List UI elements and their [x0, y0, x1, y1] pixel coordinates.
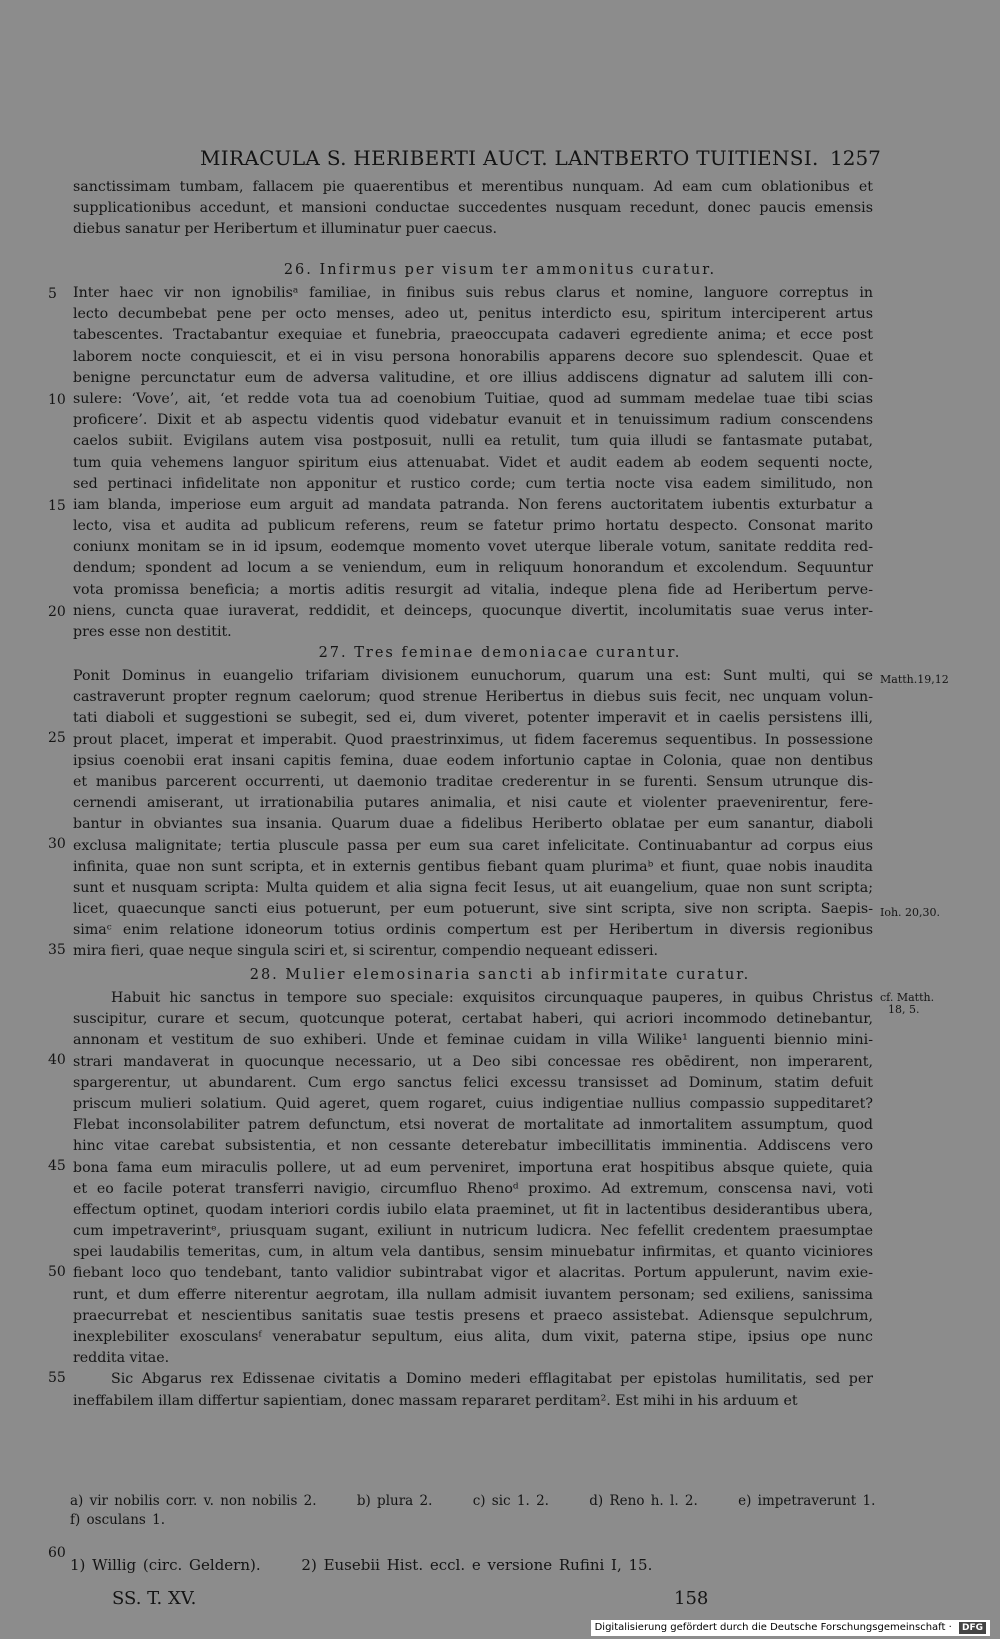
text-line: bona fama eum miraculis pollere, ut ad eum perveniret, importuna erat hospitibus absque quiete, quia [73, 1159, 873, 1176]
text-line: Ponit Dominus in euangelio trifariam divisionem eunuchorum, quarum una est: Sunt multi, qui se [73, 668, 873, 684]
text-line: diebus sanatur per Heribertum et illuminatur puer caecus. [73, 221, 498, 238]
text-line: niens, cuncta quae iuraverat, reddidit, et deinceps, quocunque divertit, incolumitatis suae verus inter- [73, 602, 873, 619]
footnote-c: c) sic 1. 2. [472, 1493, 549, 1509]
text-line: praecurrebat et nescientibus sanitatis suae testis presens et praeco assistebat. Adiensque sepulchrum, [73, 1307, 873, 1324]
running-title: MIRACULA S. HERIBERTI AUCT. LANTBERTO TUITIENSI. [200, 146, 819, 170]
page-number: 1257 [830, 146, 881, 170]
text-line: lecto decumbebat pene per octo menses, adeo ut, penitus interdicto esu, spiritum interciperent artus [73, 306, 873, 323]
margin-note: Ioh. 20,30. [880, 906, 941, 919]
text-line: supplicationibus accedunt, et mansioni conductae succedentes nusquam recedunt, donec paucis emensis [73, 200, 873, 217]
text-line: ineffabilem illam differtur sapientiam, donec massam repararet perditam². Est mihi in his arduum et [73, 1392, 798, 1409]
text-line: exclusa malignitate; tertia pluscule passa per eum sua caret infelicitate. Continuabantur ad corpus eius [73, 837, 873, 854]
line-number: 15 [48, 498, 66, 514]
line-number: 5 [48, 286, 57, 302]
text-line: lecto, visa et audita ad publicum referens, reum se fatetur primo hortatu despecto. Consonat marito [73, 518, 873, 535]
text-line: inexplebiliter exosculansᶠ venerabatur sepultum, eius alita, dum vixit, paterna stipe, ipsius ope nunc [73, 1329, 873, 1345]
text-line: sulere: ‘Vove’, ait, ‘et redde vota tua ad coenobium Tuitiae, quod ad summam medelae tuae tibi scias [73, 390, 873, 407]
funding-banner [591, 1620, 990, 1636]
footnotes-row-numeric [70, 1556, 686, 1574]
dfg-logo: DFG [959, 1622, 986, 1634]
text-line: vota promissa beneficia; a mortis aditis resurgit ad vitalia, indeque plena fide ad Heribertum perve- [73, 581, 873, 598]
line-number: 45 [48, 1158, 66, 1174]
line-number: 10 [48, 392, 66, 408]
footnote-f: f) osculans 1. [70, 1512, 166, 1528]
text-line: fiebant loco quo tendebant, tanto validior subintrabat vigor et alacritas. Portum appulerunt, navim exie- [73, 1265, 873, 1282]
text-line: et manibus parcerent occurrenti, ut daemonio traditae crederentur in se furenti. Sensum utrunque dis- [73, 773, 873, 790]
text-line: Inter haec vir non ignobilisᵃ familiae, in finibus suis rebus clarus et nomine, languore correptus in [73, 285, 873, 301]
line-number: 55 [48, 1370, 66, 1386]
text-line: annonam et vestitum de suo exhiberi. Unde et feminae cuidam in villa Wilike¹ languenti biennio mini- [73, 1032, 873, 1049]
text-line: effectum optinet, quodam interiori cordis iubilo elata praeminet, ut fit in lactentibus desiderantibus ubera, [73, 1201, 873, 1218]
line-number: 60 [48, 1545, 66, 1561]
text-line: pres esse non destitit. [73, 624, 232, 640]
text-line: runt, et dum efferre niterentur aegrotam, illa nullam admisit iuvantem personam; sed exiliens, sanissima [73, 1286, 873, 1303]
section-heading-26: 26. Infirmus per visum ter ammonitus curatur. [283, 262, 717, 278]
text-line: tum quia vehemens languor spiritum eius attenuabat. Videt et audit eadem ab eodem sequenti nocte, [73, 454, 873, 471]
section-28-text [73, 988, 873, 1412]
footnote-1: 1) Willig (circ. Geldern). [70, 1556, 261, 1574]
line-number: 35 [48, 942, 66, 958]
margin-note [880, 992, 934, 1016]
footnote-e: e) impetraverunt 1. [738, 1493, 876, 1509]
paragraph-continuation [73, 177, 873, 241]
signature-mark: SS. T. XV. [112, 1588, 197, 1609]
funding-text: Digitalisierung gefördert durch die Deutsche Forschungsgemeinschaft · [594, 1622, 952, 1633]
section-heading-27: 27. Tres feminae demoniacae curantur. [318, 645, 682, 661]
line-number: 40 [48, 1052, 66, 1068]
section-26-text [73, 283, 873, 643]
text-line: sunt et nusquam scripta: Multa quidem et alia signa fecit Iesus, ut ait euangelium, quae non sunt scripta; [73, 879, 873, 896]
footnotes-row-1 [70, 1493, 909, 1509]
text-line: benigne percunctatur eum de adversa valitudine, et ore illius addiscens dignatur ad salutem illi con- [73, 369, 873, 386]
text-line: castraverunt propter regnum caelorum; quod strenue Heribertus in diebus suis fecit, nec unquam volun- [73, 689, 873, 706]
footnote-d: d) Reno h. l. 2. [589, 1493, 698, 1509]
text-line: Habuit hic sanctus in tempore suo speciale: exquisitos circunquaque pauperes, in quibus Christus [111, 990, 873, 1006]
margin-note-line: cf. Matth. [880, 991, 935, 1004]
text-line: strari mandaverat in quocunque necessario, ut a Deo sibi concessae res obēdirent, non imperarent, [73, 1053, 873, 1070]
margin-note: Matth.19,12 [880, 673, 949, 686]
text-line: sanctissimam tumbam, fallacem pie quaerentibus et merentibus nunquam. Ad eam cum oblationibus et [73, 179, 873, 195]
text-line: mira fieri, quae neque singula sciri et, si scirentur, compendio nequeant edisseri. [73, 943, 659, 960]
text-line: Flebat inconsolabiliter patrem defunctum, etsi noverat de mortalitate ad inmortalitem assumptum, quod [73, 1117, 873, 1134]
section-27-text [73, 666, 873, 963]
text-line: tati diaboli et suggestioni se subegit, sed ei, dum viveret, potenter imperavit et in caelis persistens illi, [73, 710, 873, 727]
text-line: et eo facile poterat transferri navigio, circumfluo Rhenoᵈ proximo. Ad extremum, conscensa navi, voti [73, 1180, 873, 1197]
text-line: sed pertinaci infidelitate non apponitur et rustico corde; cum tertia nocte visa eadem similitudo, non [73, 475, 873, 492]
text-line: coniunx monitam se in id ipsum, eodemque momento vovet uterque liberale votum, sanitate reddita red- [73, 539, 873, 556]
text-line: prout placet, imperat et imperabit. Quod praestrinximus, ut fidem faceremus sequentibus. In possessione [73, 731, 873, 748]
footnote-a: a) vir nobilis corr. v. non nobilis 2. [70, 1493, 317, 1509]
folio-number: 158 [674, 1588, 709, 1609]
text-line: spei laudabilis temeritas, cum, in altum vela dantibus, sensim minuebatur infirmitas, et quanto viciniores [73, 1244, 873, 1261]
text-line: priscum mulieri solatium. Quid ageret, quem rogaret, cuius indigentiae nullius compassio suppeditaret? [73, 1095, 873, 1112]
line-number: 50 [48, 1264, 66, 1280]
footnote-b: b) plura 2. [356, 1493, 433, 1509]
text-line: reddita vitae. [73, 1350, 170, 1367]
line-number: 25 [48, 730, 66, 746]
text-line: suscipitur, curare et secum, quotcunque poterat, certabat haberi, qui acriori incommodo detinebantur, [73, 1011, 873, 1028]
text-line: bantur in obviantes sua insania. Quarum duae a fidelibus Heriberto oblatae per eum sanantur, diaboli [73, 816, 873, 833]
text-line: spargerentur, ut abundarent. Cum ergo sanctus felici excessu transisset ad Dominum, statim defuit [73, 1074, 873, 1091]
line-number: 30 [48, 836, 66, 852]
text-line: iam blanda, imperiose eum arguit ad mandata patranda. Non ferens auctoritatem iubentis exturbatur a [73, 496, 873, 513]
line-number: 20 [48, 604, 66, 620]
section-heading-28: 28. Mulier elemosinaria sancti ab infirmitate curatur. [249, 967, 751, 983]
text-line: licet, quaecunque sancti eius potuerunt, per eum potuerunt, sive sint scripta, sive non scripta. Saepis- [73, 901, 873, 918]
text-line: cernendi amiserant, ut irrationabilia putares animalia, et nisi caute et violenter praevenirentur, fere- [73, 795, 873, 812]
text-line: cum impetraverintᵉ, priusquam sugant, exiliunt in nutricum ludicra. Nec fefellit credentem praesumptae [73, 1223, 873, 1240]
text-line: laborem nocte conquiescit, et ei in visu persona honorabilis apparens decore suo splendescit. Quae et [73, 348, 873, 365]
margin-note-line: 18, 5. [888, 1003, 920, 1016]
text-line: tabescentes. Tractabantur exequiae et funebria, praeoccupata cadaveri egrediente anima; et ecce post [73, 327, 873, 344]
text-line: infinita, quae non sunt scripta, et in externis gentibus fiebant quam plurimaᵇ et fiunt, quae nobis inaudita [73, 858, 873, 875]
text-line: dendum; spondent ad locum a se veniendum, eum in reliquum honorandum et excolendum. Sequuntur [73, 560, 873, 577]
text-line: hinc vitae carebat subsistentia, et non cessante deterebatur imbecillitatis imminentia. Addiscens vero [73, 1138, 873, 1155]
text-line: Sic Abgarus rex Edissenae civitatis a Domino mederi efflagitabat per epistolas humilitatis, sed per [111, 1371, 873, 1388]
text-line: caelos subiit. Evigilans autem visa postposuit, nulli ea retulit, tum quia illudi se fantasmate putabat, [73, 433, 873, 450]
text-line: proficere’. Dixit et ab aspectu videntis quod videbatur evanuit et in tenuissimum radium conscendens [73, 412, 873, 429]
footnote-2: 2) Eusebii Hist. eccl. e versione Rufini I, 15. [301, 1556, 653, 1574]
text-line: simaᶜ enim relatione idoneorum totius ordinis compertum est per Heribertum in diversis regionibus [73, 922, 873, 939]
text-line: ipsius coenobii erat insani capitis femina, duae eodem infortunio captae in Colonia, quae non dentibus [73, 752, 873, 769]
